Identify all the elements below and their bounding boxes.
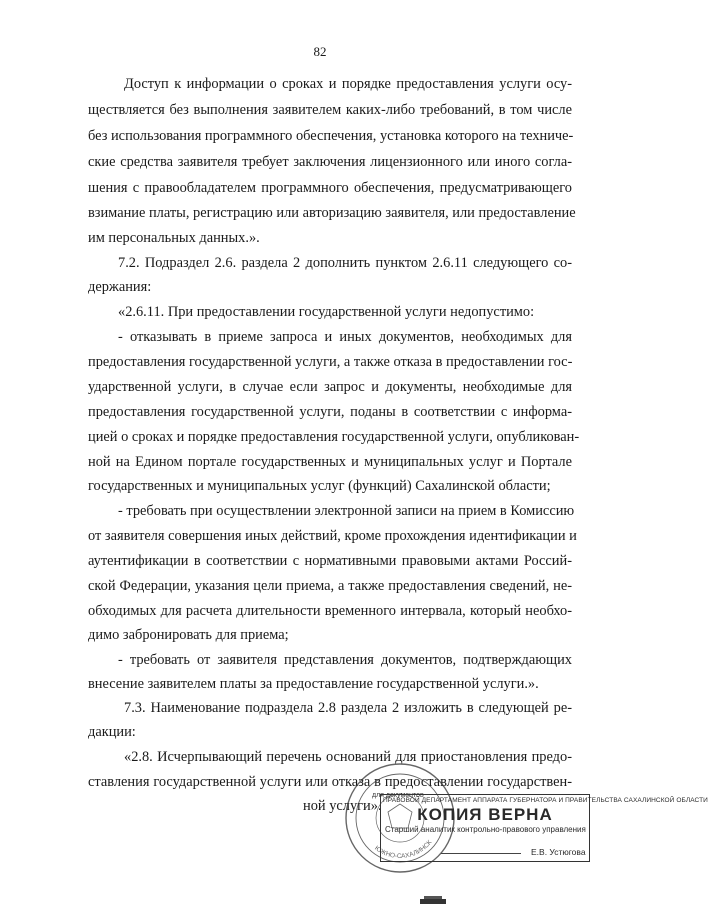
text-line: ной на Едином портале государственных и муниципальных услуг и Портале [88, 454, 572, 470]
text-line: «2.6.11. При предоставлении государственной услуги недопустимо: [118, 304, 535, 320]
text-line: государственных и муниципальных услуг (функций) Сахалинской области; [88, 478, 551, 494]
text-line: ной услуги». [303, 798, 382, 814]
text-line: - требовать от заявителя представления документов, подтверждающих [118, 652, 572, 668]
seal-small-text: для документов [372, 792, 424, 799]
text-line: предоставления государственной услуги, а также отказа в предоставлении гос- [88, 354, 573, 370]
text-line: аутентификации в соответствии с нормативными правовыми актами Россий- [88, 553, 572, 569]
page-number: 82 [313, 44, 327, 59]
text-line: - отказывать в приеме запроса и иных документов, необходимых для [118, 329, 572, 345]
text-line: предоставления государственной услуги, поданы в соответствии с информа- [88, 404, 572, 420]
seal-text: ЮЖНО-САХАЛИНСК [373, 839, 434, 861]
text-line: Доступ к информации о сроках и порядке предоставления услуги осу- [124, 76, 572, 92]
text-line: - требовать при осуществлении электронной записи на прием в Комиссию [118, 503, 575, 519]
text-line: димо забронировать для приема; [88, 627, 289, 643]
text-line: «2.8. Исчерпывающий перечень оснований для приостановления предо- [124, 749, 572, 765]
text-line: ударственной услуги, в случае если запрос и документы, необходимые для [88, 379, 572, 395]
copy-certified-box [380, 794, 708, 862]
text-line: внесение заявителем платы за предоставление государственной услуги.». [88, 676, 539, 692]
certification-stamp [342, 752, 708, 878]
stamp-role: Старший аналитик контрольно-правового управления [385, 825, 586, 834]
text-line: 7.2. Подраздел 2.6. раздела 2 дополнить пунктом 2.6.11 следующего со- [118, 255, 572, 271]
edge-mark-icon [418, 896, 448, 905]
text-line: ской Федерации, указания цели приема, а также предоставления сведений, не- [88, 578, 572, 594]
text-line: ществляется без выполнения заявителем каких-либо требований, в том числе [88, 102, 572, 118]
text-line: ские средства заявителя требует заключения лицензионного или иного согла- [88, 154, 572, 170]
stamp-name: Е.В. Устюгова [531, 847, 586, 857]
stamp-organization: ПРАВОВОЙ ДЕПАРТАМЕНТ АППАРАТА ГУБЕРНАТОРА И ПРАВИТЕЛЬСТВА САХАЛИНСКОЙ ОБЛАСТИ [383, 797, 708, 804]
text-line: цией о сроках и порядке предоставления государственной услуги, опубликован- [88, 429, 580, 445]
stamp-title: КОПИЯ ВЕРНА [417, 805, 553, 824]
text-line: без использования программного обеспечения, установка которого на техниче- [88, 128, 574, 144]
text-line: от заявителя совершения иных действий, кроме прохождения идентификации и [88, 528, 577, 544]
text-line: 7.3. Наименование подраздела 2.8 раздела 2 изложить в следующей ре- [124, 700, 572, 716]
text-line: шения с правообладателем программного обеспечения, предусматривающего [88, 180, 572, 196]
signature-line [441, 853, 521, 854]
text-line: им персональных данных.». [88, 230, 260, 246]
text-line: ставления государственной услуги или отказа в предоставлении государствен- [88, 774, 572, 790]
text-line: обходимых для расчета длительности временного интервала, который необхо- [88, 603, 572, 619]
text-line: взимание платы, регистрацию или авторизацию заявителя, или предоставление [88, 205, 576, 221]
text-line: дакции: [88, 724, 136, 740]
text-line: держания: [88, 279, 152, 295]
